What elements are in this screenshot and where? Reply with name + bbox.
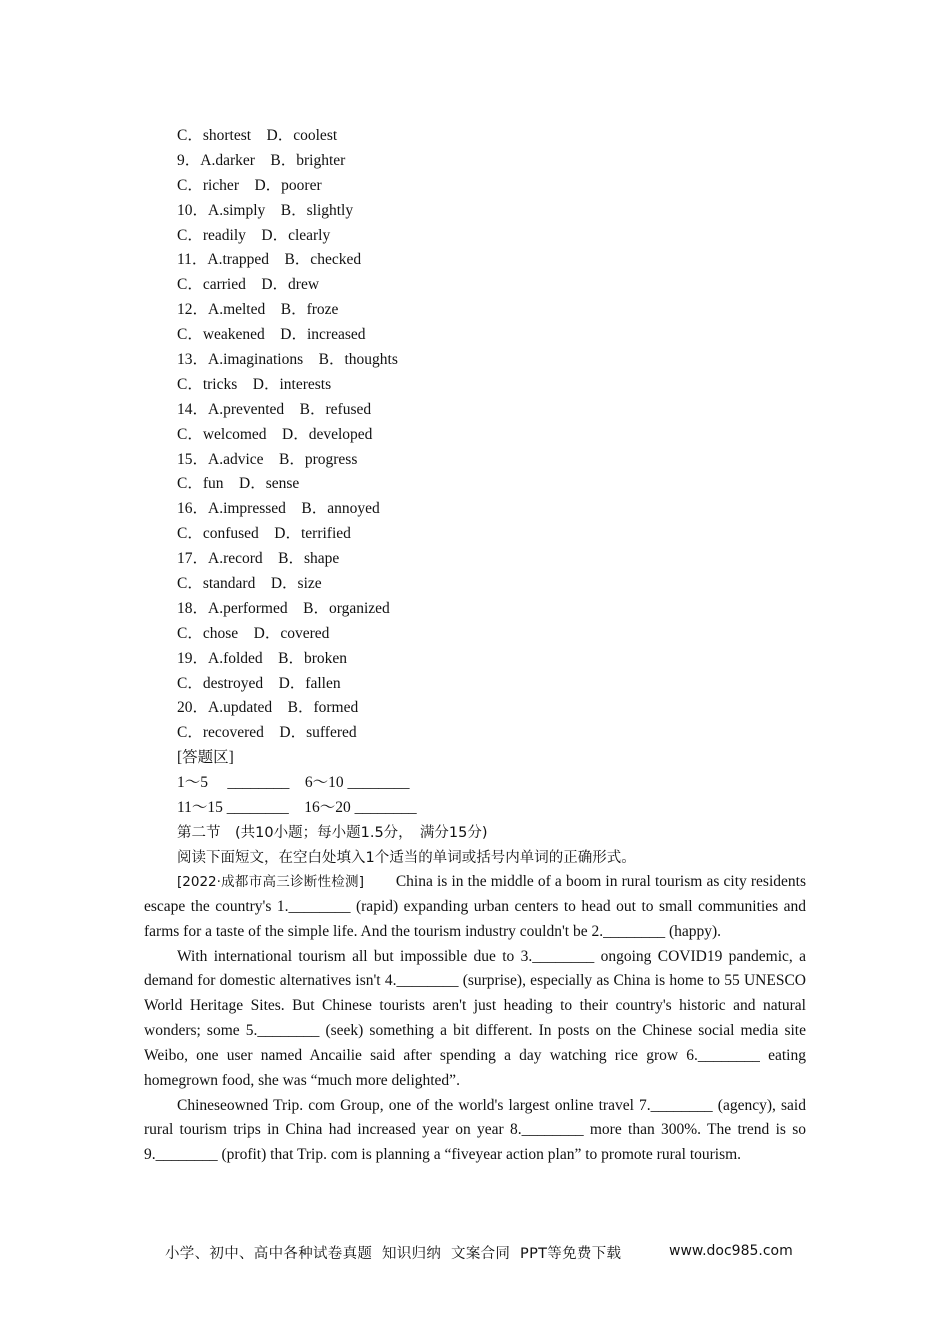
option-line: C．destroyed D．fallen [177, 674, 341, 692]
option-line: 11．A.trapped B．checked [177, 251, 362, 269]
option-line: C．carried D．drew [177, 276, 320, 294]
option-line: 13．A.imaginations B．thoughts [177, 351, 398, 369]
option-line: 18．A.performed B．organized [177, 599, 390, 617]
option-line: C．weakened D．increased [177, 326, 366, 344]
answer-area-title: [答题区] [177, 749, 234, 767]
passage-paragraph-2: With international tourism all but impossible due to 3.________ ongoing COVID19 pandemic, a demand for domestic alternatives isn't 4.________ (surprise), especially as China is home to 55 UNESCO World Heritage Sites. But Chinese tourists aren't just heading to their country's historic and natural wonders; some 5.________ (seek) something a bit different. In posts on the Chinese social media site Weibo, one user named Ancailie said after spending a day watching rice grow 6.________ eating homegrown food, she was “much more delighted”. [144, 947, 806, 1089]
answer-area-row: 11～15 ________ 16～20 ________ [177, 799, 417, 817]
option-line: C．readily D．clearly [177, 226, 331, 244]
paragraph-text: China is in the middle of a boom in rural tourism as city residents escape the country's 1.________ (rapid) expanding urban centers to head out to small communities and farms for a taste of the simple life. And the tourism industry couldn't be 2.________ (happy). [144, 873, 806, 940]
option-list [177, 124, 817, 871]
option-line: C．tricks D．interests [177, 375, 332, 393]
option-line: 19．A.folded B．broken [177, 649, 348, 667]
option-line: 20．A.updated B．formed [177, 699, 359, 717]
footer-website: www.doc985.com [669, 1243, 793, 1259]
passage-paragraph-1 [144, 870, 806, 945]
option-line: 17．A.record B．shape [177, 550, 340, 568]
passage-source: [2022·成都市高三诊断性检测] [177, 874, 365, 890]
option-line: 14．A.prevented B．refused [177, 400, 372, 418]
option-line: 16．A.impressed B．annoyed [177, 500, 380, 518]
option-line: 10．A.simply B．slightly [177, 201, 354, 219]
option-line: C．richer D．poorer [177, 176, 322, 194]
option-line: C．standard D．size [177, 575, 322, 593]
option-line: 9．A.darker B．brighter [177, 151, 346, 169]
option-line: C．fun D．sense [177, 475, 300, 493]
option-line: C．welcomed D．developed [177, 425, 373, 443]
passage-paragraph-3: Chineseowned Trip. com Group, one of the world's largest online travel 7.________ (agency), said rural tourism trips in China had increased year on year 8.________ more than 300%. The trend is so 9.________ (profit) that Trip. com is planning a “fiveyear action plan” to promote rural tourism. [144, 1096, 806, 1164]
section-instruction: 阅读下面短文，在空白处填入1个适当的单词或括号内单词的正确形式。 [177, 849, 636, 866]
option-line: 12．A.melted B．froze [177, 301, 339, 319]
section-title: 第二节 (共10小题；每小题1.5分， 满分15分) [177, 824, 488, 841]
answer-area-row: 1～5 ________ 6～10 ________ [177, 774, 410, 792]
option-line: C．confused D．terrified [177, 525, 351, 543]
passage [144, 870, 806, 1168]
option-line: C．recovered D．suffered [177, 724, 357, 742]
footer-promo-text: 小学、初中、高中各种试卷真题 知识归纳 文案合同 PPT等免费下载 [165, 1246, 622, 1262]
option-line: 15．A.advice B．progress [177, 450, 358, 468]
option-line: C．chose D．covered [177, 624, 330, 642]
footer [0, 1242, 950, 1266]
option-line: C．shortest D．coolest [177, 127, 338, 144]
